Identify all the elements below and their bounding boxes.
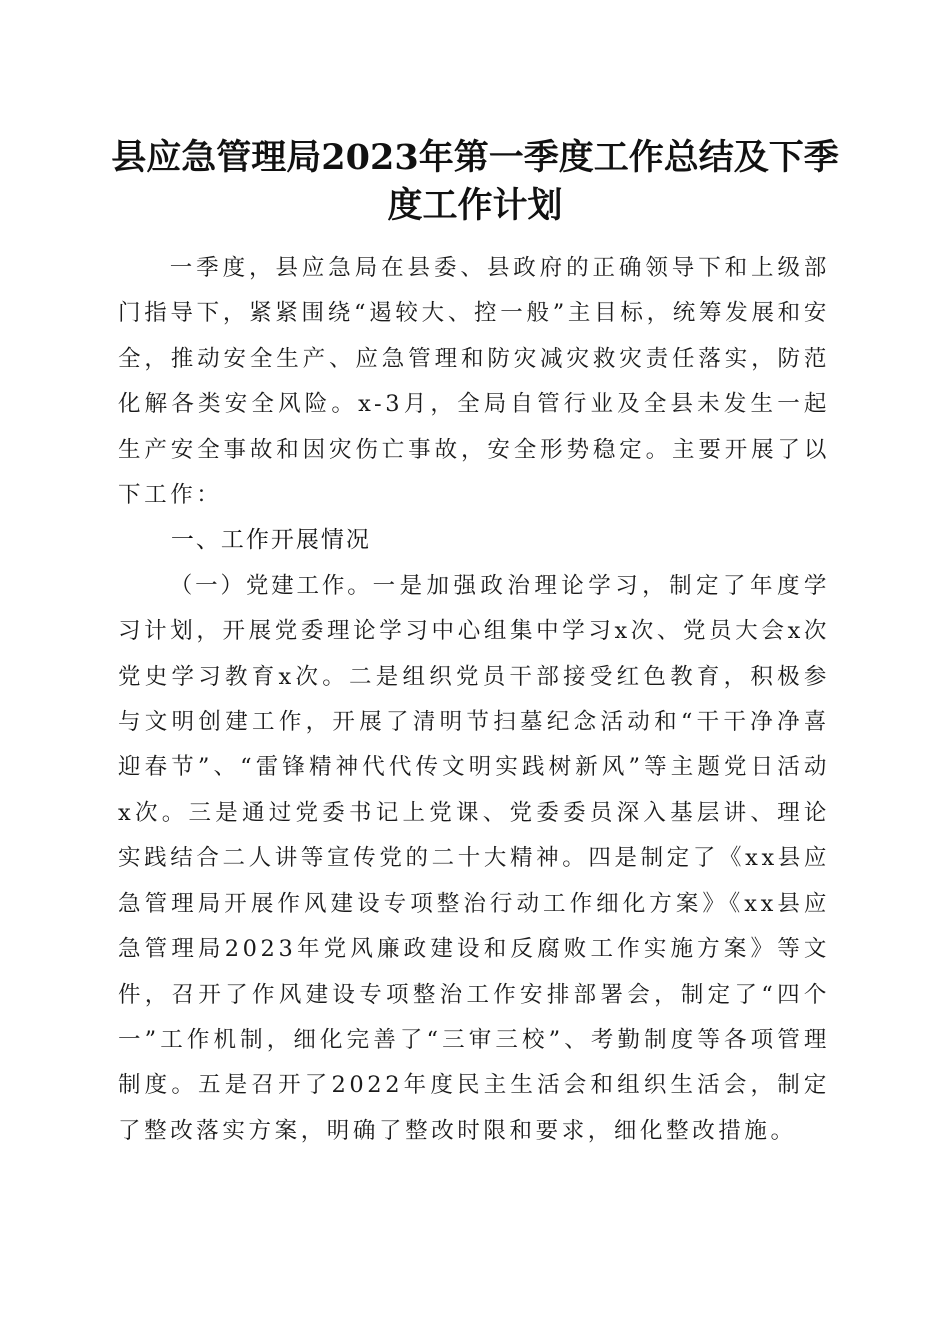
subsection-body: 一是加强政治理论学习，制定了年度学习计划，开展党委理论学习中心组集中学习x次、党员大会x次党史学习教育x次。二是组织党员干部接受红色教育，积极参与文明创建工作，开展了清明节扫墓纪念活动和“干干净净喜迎春节”、“雷锋精神代代传文明实践树新风”等主题党日活动x次。三是通过党委书记上党课、党委委员深入基层讲、理论实践结合二人讲等宣传党的二十大精神。四是制定了《xx县应急管理局开展作风建设专项整治行动工作细化方案》《xx县应急管理局2023年党风廉政建设和反腐败工作实施方案》等文件，召开了作风建设专项整治工作安排部署会，制定了“四个一”工作机制，细化完善了“三审三校”、考勤制度等各项管理制度。五是召开了2022年度民主生活会和组织生活会，制定了整改落实方案，明确了整改时限和要求，细化整改措施。	[118, 572, 830, 1144]
section-heading: 一、工作开展情况	[170, 527, 371, 554]
intro-paragraph: 一季度，县应急局在县委、县政府的正确领导下和上级部门指导下，紧紧围绕“遏较大、控一般”主目标，统筹发展和安全，推动安全生产、应急管理和防灾减灾救灾责任落实，防范化解各类安全风险。x-3月，全局自管行业及全县未发生一起生产安全事故和因灾伤亡事故，安全形势稳定。主要开展了以下工作：	[118, 255, 830, 509]
document-title: 县应急管理局2023年第一季度工作总结及下季度工作计划	[111, 137, 839, 226]
subsection-lead: （一）党建工作。	[169, 572, 373, 599]
document-body	[118, 246, 830, 1154]
party-building-paragraph	[118, 564, 830, 1154]
